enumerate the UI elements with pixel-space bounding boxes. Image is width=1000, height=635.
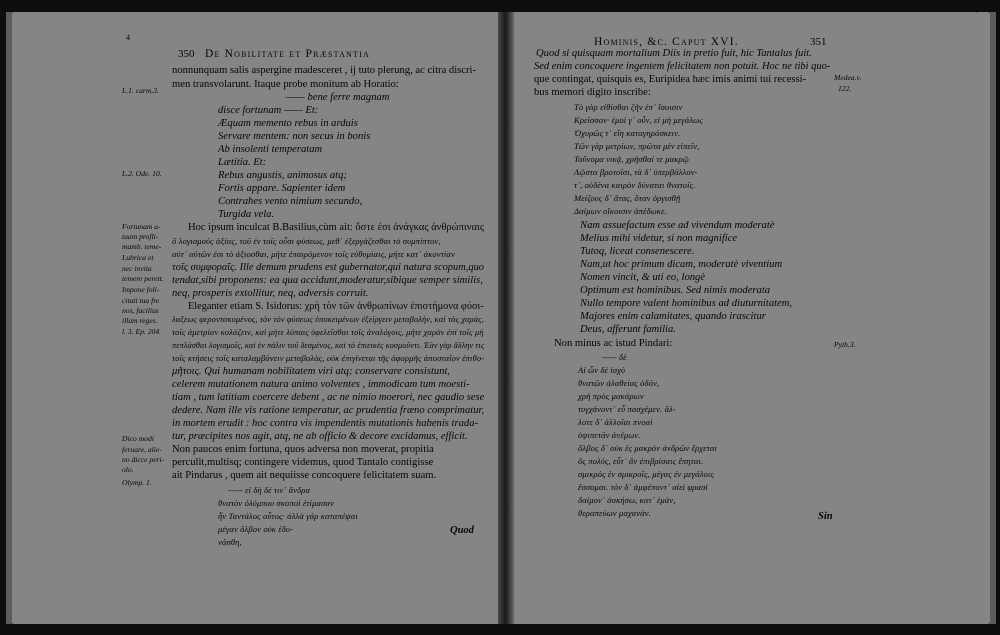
left-page-number: 350 <box>178 48 195 60</box>
left-margin-note: citati tua fre <box>122 296 160 305</box>
left-text-line: Hoc ipsum inculcat B.Basilius,cùm ait: ὅστε ἐσι ἀνάγκας ἀνθρώπιναις <box>188 222 485 233</box>
right-text-line: Τῶν γὰρ μετρίων, πρῶτα μὲν εἰπεῖν, <box>574 141 700 151</box>
left-text-line: ----- εἰ δὴ δέ τιν᾽ ἄνδρα <box>228 485 311 495</box>
right-text-line: θνατῶν ἀλαθείας ὁδόν, <box>578 378 660 388</box>
left-text-line: neq, prosperis extollitur, neq, adversis corruit. <box>172 288 369 299</box>
right-text-line: Non minus ac istud Pindari: <box>554 338 673 349</box>
left-text-line: Turgida vela. <box>218 209 275 220</box>
right-text-line: Δαίμων οἴκοισιν ἀπέδωκε. <box>574 206 667 216</box>
right-text-line: χρὴ πρὸς μακάρων <box>578 391 644 401</box>
right-catchword: Sin <box>818 511 833 522</box>
right-text-line: Ὀχυρῶς τ᾽ εἴη καταγηράσκειν. <box>574 128 681 138</box>
left-catchword: Quod <box>450 525 474 536</box>
left-margin-note: Dico modi <box>122 434 154 443</box>
left-margin-note: feruare, alie- <box>122 445 162 454</box>
right-text-line: bus memori digito inscribe: <box>534 87 651 98</box>
left-text-line: τοῖς κτήσεις τοῖς καταλαμβάνειν μεταβολὰς, οὐκ ἐπιγίνεται τῆς ἀφορμῆς ἀποσταῖον ἐπιθο- <box>172 353 485 363</box>
right-text-line: Deus, afferunt familia. <box>580 324 676 335</box>
left-margin-note: mamb. teme- <box>122 242 162 251</box>
left-text-line: Æquam memento rebus in arduis <box>218 118 358 129</box>
left-text-line: Rebus angustis, animosus atq; <box>218 170 347 181</box>
left-margin-note: Lubrica et <box>122 253 154 262</box>
left-text-line: πεπλάσθαι λογισμοῖς, καὶ ἐν πάλιν τοῦ δεσμὲνος, καὶ τὸ ἐπιεικὲς κοσμοῦντι. Ἐὰν γὰρ ἄλλην τις <box>172 340 485 350</box>
right-text-line: Quod si quisquam mortalium Diis in pretio fuit, hic Tantalus fuit. <box>536 48 812 59</box>
left-text-line: Ab insolenti temperatam <box>218 144 323 155</box>
left-text-line: Contrahes vento nimium secundo, <box>218 196 363 207</box>
left-text-line: νάσθη, <box>218 537 242 547</box>
left-text-line: τοῖς συμφοραῖς. Ille demum prudens est gubernator,qui natura scopum,quo <box>172 262 485 273</box>
right-text-line: Κρεῖσσον· ἐμοὶ γ᾽ οὖν, εἰ μὴ μεγάλως <box>574 115 703 125</box>
left-margin-note: illam reges. <box>122 316 158 325</box>
left-text-line: tendat,sibi proponens: ea qua accidunt,moderatur,sibique semper similis, <box>172 275 483 286</box>
right-text-line: σμικρὸς ἐν σμικροῖς, μέγας ἐν μεγάλοις <box>578 469 714 479</box>
right-text-line: Τοὔνομα νικᾷ, χρῆσθαί τε μακρῷ <box>574 154 689 164</box>
left-margin-note: Fortunam a- <box>122 222 161 231</box>
right-text-line: τυγχάνοντ᾽ εὖ πασχέμεν. ἄλ- <box>578 404 676 414</box>
right-text-line: Τὸ γὰρ εἰθίσθαι ζῆν ἐπ᾽ ἴσοισιν <box>574 102 683 112</box>
right-text-line: que contingat, quisquis es, Euripidea hæc imis animi tui recessi- <box>534 74 807 85</box>
right-text-line: Optimum est hominibus. Sed nimis moderata <box>580 285 771 296</box>
right-page-number: 351 <box>810 36 827 48</box>
left-text-line: tiam , tum latitiam coercere debent , ac ne nimio moerori, nec gaudio sese <box>172 392 485 403</box>
left-text-line: τοῖς ἀμετρίαν κολάζειν, καὶ μήτε λύπαις ὑφελεῖσθαι τοῖς ἀναλόγοις, μήτε χαρὰν ἐπὶ τοῖς μὴ <box>172 327 484 337</box>
right-corner-mark: · <box>975 8 978 17</box>
left-text-line: nonnunquam salis aspergine madesceret , ij tuto plerung, ac citra discri- <box>172 65 476 76</box>
right-text-line: Αἰ ὧν δὲ ἰσχὺ <box>578 365 625 375</box>
right-text-line: ὑψιπετᾶν ἀνέμων. <box>578 430 641 440</box>
right-text-line: Λῷστα βροτοῖσι, τὰ δ᾽ ὑπερβάλλον- <box>574 167 698 177</box>
right-margin-note: Medea.v. <box>834 73 862 82</box>
left-margin-note: Olymp. 1. <box>122 478 152 487</box>
left-text-line: men transvolarunt. Itaque probe monitum ab Horatio: <box>172 79 399 90</box>
left-text-line: Non paucos enim fortuna, quos adversa non moverat, propitia <box>172 444 434 455</box>
left-text-line: μῆτοις. Qui humanam nobilitatem viri atq; conservare consistunt, <box>172 366 451 377</box>
right-text-line: Nullo tempore valent hominibus ad diuturnitatem, <box>580 298 793 309</box>
right-margin-note: Pyth.3. <box>834 340 856 349</box>
left-corner-mark: 4 <box>126 33 130 42</box>
left-text-line: ait Pindarus , quem ait nequiisse concoquere felicitatem suam. <box>172 470 437 481</box>
left-text-line: in mortem erudit : hoc contra vis impendentis mutationis habenis trada- <box>172 418 479 429</box>
right-text-line: Melius mihi videtur, si non magnifice <box>580 233 738 244</box>
left-text-line: disce fortunam —— Et: <box>218 105 319 116</box>
right-text-line: δαίμον᾽ ἀσκήσω, κατ᾽ ἐμὰν, <box>578 495 676 505</box>
left-text-line: Eleganter etiam S. Isidorus: χρὴ τὸν τῶν ἀνθρωπίνων ἐπιστήμονα φύσι- <box>188 301 484 312</box>
right-text-line: ὄλβος δ᾽ οὐκ ἐς μακρὸν ἀνδρῶν ἔρχεται <box>578 443 717 453</box>
left-text-line: αὐτ᾽ αὐτῶν ἐσι τὸ ἀξιοσθαι, μὴτε ἐπαιρόμενον τοῖς εὐθυμίαις, μήτε κατ᾽ ἀκοντίαν <box>172 249 455 259</box>
page-edge-right <box>990 12 996 624</box>
left-margin-note: temere perett. <box>122 274 164 283</box>
right-text-line: Nomen vincit, & uti eo, longè <box>580 272 706 283</box>
right-text-line: Sed enim concoquere ingentem felicitatem non potuit. Hoc ne tibi quo- <box>534 61 831 72</box>
left-running-head: De Nobilitate et Præstantia <box>205 48 370 60</box>
left-margin-note: l. 3. Ep. 204. <box>122 327 162 336</box>
book-gutter <box>498 12 514 624</box>
right-text-line: τ᾽, οὐδένα καιρὸν δύναται θνατοῖς. <box>574 180 696 190</box>
right-text-line: Tutoq, liceat consenescere. <box>580 246 695 257</box>
left-margin-note: L.2. Ode. 10. <box>122 169 162 178</box>
left-text-line: λαξεως φεροντακομένος, τὸν τὸν φύσεως ὑποκειμένων ἐξείργειν μεταβολὴν, καὶ τὰς χαρὰς, <box>172 314 484 324</box>
left-text-line: tur, præcipites nos agit, atq, ne ab officio & decore excidamus, efficit. <box>172 431 468 442</box>
left-text-line: μέγαν ὄλβον οὐκ ἐδυ- <box>218 524 293 534</box>
left-margin-note: nec invita <box>122 264 152 273</box>
left-margin-note: nos, facilius <box>122 306 159 315</box>
left-margin-note: Impone foli- <box>122 285 160 294</box>
right-text-line: ὅς πολὺς, εὖτ᾽ ἂν ἐπιβρίσαις ἕπηται. <box>578 456 704 466</box>
right-text-line: ----- δὲ <box>602 352 627 362</box>
right-text-line: Μείζους δ᾽ ἄτας, ὅταν ὀργισθῇ <box>574 193 681 203</box>
left-text-line: Servare mentem: non secus in bonis <box>218 131 371 142</box>
left-text-line: —— bene ferre magnam <box>286 92 390 103</box>
right-text-line: Nam,ut hoc primum dicam, moderatè viventium <box>580 259 783 270</box>
left-text-line: perculit,multisq; contingere videmus, quod Tantalo contigisse <box>172 457 434 468</box>
left-margin-note: L.1. carm.3. <box>122 86 159 95</box>
left-text-line: θνατὸν ὀλύμπου σκοποὶ ἐτίμασαν <box>218 498 334 508</box>
left-text-line: celerem mutationem natura animo volventes , immodicam tum moesti- <box>172 379 470 390</box>
left-text-line: Fortis appare. Sapienter idem <box>218 183 346 194</box>
right-text-line: Nam assuefactum esse ad vivendum moderatè <box>580 220 775 231</box>
right-text-line: λοτε δ᾽ ἀλλοῖαι πνοαὶ <box>578 417 653 427</box>
left-margin-note: olo. <box>122 465 134 474</box>
right-text-line: Majores enim calamitates, quando irascitur <box>580 311 766 322</box>
right-text-line: θεραπεύων μαχανάν. <box>578 508 651 518</box>
right-running-head: Hominis, &c. Caput XVI. <box>594 36 739 48</box>
left-margin-note: tuam profli- <box>122 232 159 241</box>
left-text-line: Lætitia. Et: <box>218 157 267 168</box>
left-text-line: ἦν Ταντάλος οὗτος· ἀλλὰ γὰρ καταπέψαι <box>218 511 358 521</box>
left-text-line: ὅ λογισμοὺς ἀξίας, τοῦ ἐν τοῖς οὖσι φύσεως, μεθ᾽ ἐξεργάζεσθαι τὸ συμπίπτον, <box>172 236 441 246</box>
right-text-line: ἔσσομαι. τὸν δ᾽ ἀμφέποντ᾽ αἰεὶ φρασὶ <box>578 482 708 492</box>
left-text-line: dedere. Nam ille vis ratione temperatur, ac prudentia fræno comprimatur, <box>172 405 485 416</box>
left-margin-note: no dicce peri- <box>122 455 165 464</box>
right-margin-note: 122. <box>838 84 852 93</box>
